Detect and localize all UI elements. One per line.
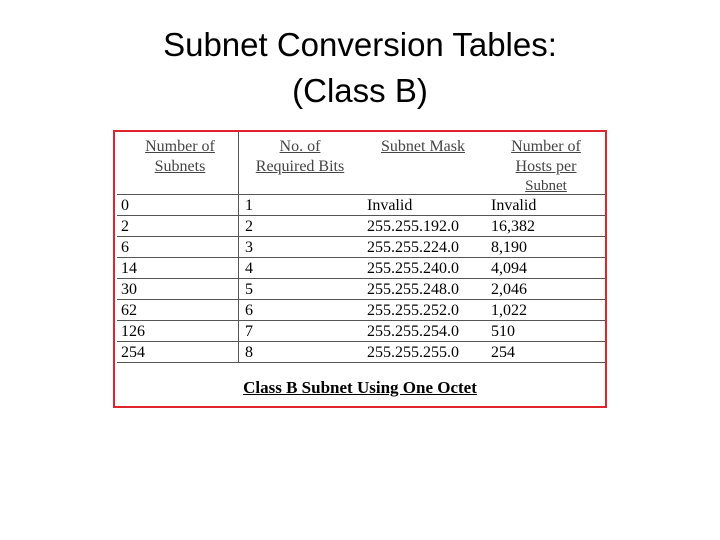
table-cell: 1,022 xyxy=(491,302,527,319)
table-cell: Invalid xyxy=(491,197,537,214)
table-cell: 255.255.240.0 xyxy=(367,260,459,277)
table-row xyxy=(121,342,605,363)
table-cell: 255.255.192.0 xyxy=(367,218,459,235)
table-cell: Invalid xyxy=(367,197,413,214)
table-row xyxy=(121,237,605,258)
table-cell: 14 xyxy=(121,260,137,277)
table-cell: 6 xyxy=(121,239,129,256)
header-number-of-subnets: Number of Subnets xyxy=(145,138,215,175)
table-caption: Class B Subnet Using One Octet xyxy=(243,378,477,397)
subnet-table-figure xyxy=(113,130,607,408)
header-subnet-mask: Subnet Mask xyxy=(381,138,465,155)
table-cell: 8,190 xyxy=(491,239,527,256)
table-cell: 2 xyxy=(245,218,253,235)
table-cell: 126 xyxy=(121,323,145,340)
table-cell: 2,046 xyxy=(491,281,527,298)
table-cell: 3 xyxy=(245,239,253,256)
table-cell: 255.255.255.0 xyxy=(367,344,459,361)
table-row xyxy=(121,279,605,300)
table-cell: 8 xyxy=(245,344,253,361)
table-cell: 6 xyxy=(245,302,253,319)
table-cell: 255.255.248.0 xyxy=(367,281,459,298)
table-cell: 62 xyxy=(121,302,137,319)
table-cell: 254 xyxy=(121,344,145,361)
table-row xyxy=(121,195,605,216)
table-cell: 4,094 xyxy=(491,260,527,277)
slide-title xyxy=(0,22,720,114)
table-cell: 255.255.224.0 xyxy=(367,239,459,256)
table-cell: 255.255.254.0 xyxy=(367,323,459,340)
table-cell: 1 xyxy=(245,197,253,214)
table-row xyxy=(121,216,605,237)
slide-title-line-1: Subnet Conversion Tables: xyxy=(163,26,557,63)
table-cell: 16,382 xyxy=(491,218,535,235)
table-cell: 4 xyxy=(245,260,253,277)
table-cell: 5 xyxy=(245,281,253,298)
table-cell: 0 xyxy=(121,197,129,214)
table-cell: 30 xyxy=(121,281,137,298)
header-hosts-per-subnet: Number of Hosts per Subnet xyxy=(511,138,581,194)
table-cell: 255.255.252.0 xyxy=(367,302,459,319)
header-required-bits: No. of Required Bits xyxy=(255,138,345,175)
table-cell: 7 xyxy=(245,323,253,340)
table-cell: 510 xyxy=(491,323,515,340)
table-row xyxy=(121,321,605,342)
table-cell: 254 xyxy=(491,344,515,361)
table-row xyxy=(121,258,605,279)
table-cell: 2 xyxy=(121,218,129,235)
slide-title-line-2: (Class B) xyxy=(292,72,428,109)
table-row xyxy=(121,300,605,321)
